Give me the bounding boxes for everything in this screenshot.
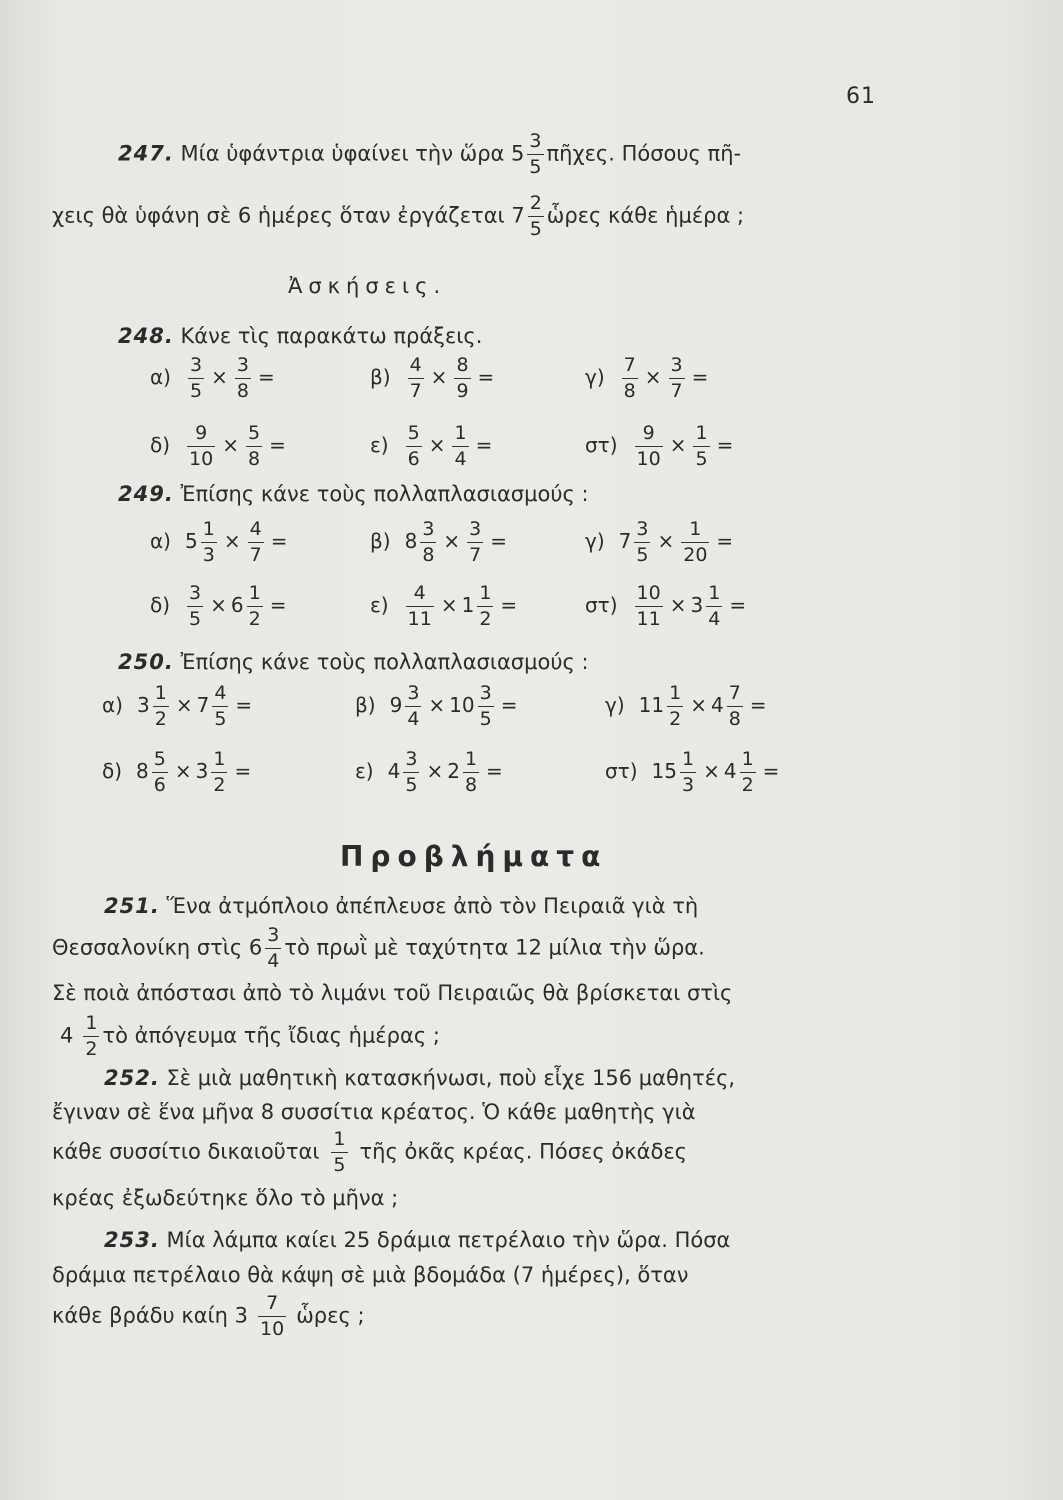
whole-part: 5 (185, 529, 198, 553)
fraction: $\frac{10}{11}$ (636, 582, 661, 630)
exercise-item: β) 9 $\frac{3}{4}$ × 10 $\frac{3}{5}$ = (355, 682, 518, 730)
exercise-item: β) $\frac{4}{7}$ × $\frac{8}{9}$ = (370, 354, 495, 402)
whole-part: 3 (195, 759, 209, 783)
item-label: β) (370, 365, 391, 389)
text: Ἕνα ἀτμόπλοιο ἀπέπλευσε ἀπὸ τὸν Πειραιᾶ γιὰ τὴ (166, 894, 699, 918)
whole-part: 2 (447, 759, 460, 783)
problem-number: 248. (118, 324, 174, 348)
exercise-item: δ) $\frac{9}{10}$ × $\frac{5}{8}$ = (150, 422, 286, 470)
fraction: $\frac{7}{8}$ (728, 682, 741, 730)
item-label: α) (150, 365, 171, 389)
item-label: γ) (585, 365, 605, 389)
text: χεις θὰ ὑφάνη σὲ 6 ἡμέρες ὅταν ἐργάζεται 7 (52, 203, 525, 228)
fraction: $\frac{3}{5}$ (405, 748, 418, 796)
fraction: $\frac{4}{7}$ (409, 354, 422, 402)
problem-251-line-1 (104, 896, 698, 917)
exercise-item: β) 8 $\frac{3}{8}$ × $\frac{3}{7}$ = (370, 518, 508, 566)
fraction: $\frac{4}{11}$ (407, 582, 432, 630)
problem-250-title (118, 652, 589, 673)
problem-number: 253. (104, 1228, 160, 1252)
fraction: $\frac{1}{2}$ (248, 582, 261, 630)
exercise-item: στ) $\frac{9}{10}$ × $\frac{1}{5}$ = (585, 422, 734, 470)
problem-number: 250. (118, 650, 174, 674)
fraction: $\frac{8}{9}$ (456, 354, 469, 402)
fraction: $\frac{5}{6}$ (407, 422, 420, 470)
text: τὸ ἀπόγευμα τῆς ἴδιας ἡμέρας ; (102, 1023, 440, 1048)
fraction: $\frac{3}{8}$ (236, 354, 249, 402)
item-label: δ) (150, 433, 171, 457)
fraction: $\frac{3}{5}$ (189, 582, 202, 630)
whole-part: 4 (387, 759, 401, 783)
fraction: $\frac{3}{4}$ (267, 924, 280, 972)
fraction: $\frac{9}{10}$ (636, 422, 661, 470)
item-label: β) (370, 529, 391, 553)
exercise-item: στ) 15 $\frac{1}{3}$ × 4 $\frac{1}{2}$ = (605, 748, 780, 796)
whole-part: 4 (710, 693, 724, 717)
whole-part: 3 (690, 593, 704, 617)
exercise-item: α) 3 $\frac{1}{2}$ × 7 $\frac{4}{5}$ = (102, 682, 253, 730)
item-label: β) (355, 693, 376, 717)
exercise-item: ε) $\frac{5}{6}$ × $\frac{1}{4}$ = (370, 422, 493, 470)
exercise-item: ε) 4 $\frac{3}{5}$ × 2 $\frac{1}{8}$ = (355, 748, 503, 796)
problem-251-line-4 (60, 1014, 440, 1059)
text: Ἐπίσης κάνε τοὺς πολλαπλασιασμούς : (180, 482, 589, 506)
fraction: $\frac{1}{5}$ (333, 1128, 346, 1176)
text: Μία ὑφάντρια ὑφαίνει τὴν ὥρα 5 (180, 141, 525, 166)
fraction: $\frac{7}{8}$ (623, 354, 636, 402)
problems-title: Προβλήματα (340, 840, 608, 873)
fraction: $\frac{1}{2}$ (479, 582, 492, 630)
fraction: $\frac{1}{4}$ (454, 422, 467, 470)
fraction: $\frac{1}{8}$ (464, 748, 478, 796)
item-label: ε) (355, 759, 374, 783)
text: Ἐπίσης κάνε τοὺς πολλαπλασιασμούς : (180, 650, 589, 674)
whole-part: 6 (230, 593, 244, 617)
exercise-item: γ) $\frac{7}{8}$ × $\frac{3}{7}$ = (585, 354, 709, 402)
fraction: $\frac{1}{2}$ (154, 682, 167, 730)
whole-part: 7 (618, 529, 632, 553)
problem-253-line-2: δράμια πετρέλαιο θὰ κάψη σὲ μιὰ βδομάδα (7 ἡμέρες), ὅταν (52, 1263, 689, 1287)
whole-part: 1 (461, 593, 475, 617)
exercise-item: στ) $\frac{10}{11}$ × 3 $\frac{1}{4}$ = (585, 582, 747, 630)
exercise-item: ε) $\frac{4}{11}$ × 1 $\frac{1}{2}$ = (370, 582, 518, 630)
problem-252-line-2: ἔγιναν σὲ ἕνα μῆνα 8 συσσίτια κρέατος. Ὁ κάθε μαθητὴς γιὰ (52, 1100, 696, 1124)
problem-248-title (118, 326, 482, 347)
text: Κάνε τὶς παρακάτω πράξεις. (180, 324, 483, 348)
problem-number: 247. (118, 141, 174, 166)
item-label: στ) (585, 433, 618, 457)
problem-number: 249. (118, 482, 174, 506)
fraction: $\frac{1}{5}$ (695, 422, 708, 470)
fraction: $\frac{3}{5}$ (190, 354, 203, 402)
text: Μία λάμπα καίει 25 δράμια πετρέλαιο τὴν ὥρα. Πόσα (166, 1228, 731, 1252)
problem-251-line-3: Σὲ ποιὰ ἀπόστασι ἀπὸ τὸ λιμάνι τοῦ Πειραιῶς θὰ βρίσκεται στὶς (52, 981, 733, 1005)
fraction: $\frac{2}{5}$ (529, 192, 542, 240)
whole-part: 15 (651, 759, 677, 783)
fraction: $\frac{5}{8}$ (248, 422, 261, 470)
fraction: $\frac{4}{5}$ (214, 682, 227, 730)
text: κάθε βράδυ καίη 3 (52, 1303, 249, 1328)
fraction: $\frac{3}{7}$ (469, 518, 482, 566)
text: τὸ πρωῒ μὲ ταχύτητα 12 μίλια τὴν ὥρα. (284, 935, 705, 960)
exercise-item: δ) $\frac{3}{5}$ × 6 $\frac{1}{2}$ = (150, 582, 287, 630)
item-label: α) (150, 529, 171, 553)
fraction: $\frac{3}{5}$ (479, 682, 492, 730)
fraction: $\frac{1}{3}$ (202, 518, 215, 566)
fraction: $\frac{4}{7}$ (249, 518, 262, 566)
whole-part: 3 (137, 693, 150, 717)
exercise-item: δ) 8 $\frac{5}{6}$ × 3 $\frac{1}{2}$ = (102, 748, 252, 796)
exercise-item: α) $\frac{3}{5}$ × $\frac{3}{8}$ = (150, 354, 275, 402)
fraction: $\frac{1}{2}$ (213, 748, 226, 796)
fraction: $\frac{1}{3}$ (681, 748, 695, 796)
problem-number: 252. (104, 1066, 160, 1090)
exercise-item: γ) 7 $\frac{3}{5}$ × $\frac{1}{20}$ = (585, 518, 734, 566)
text: τῆς ὀκᾶς κρέας. Πόσες ὀκάδες (359, 1139, 688, 1164)
problem-252-line-3 (52, 1130, 687, 1175)
problem-249-title (118, 484, 589, 505)
fraction: $\frac{1}{4}$ (708, 582, 721, 630)
text: Σὲ μιὰ μαθητικὴ κατασκήνωσι, ποὺ εἶχε 156 μαθητές, (166, 1066, 736, 1090)
text: Θεσσαλονίκη στὶς 6 (52, 935, 263, 960)
text: πῆχες. Πόσους πῆ- (546, 141, 742, 166)
fraction: $\frac{3}{4}$ (407, 682, 420, 730)
exercise-item: α) 5 $\frac{1}{3}$ × $\frac{4}{7}$ = (150, 518, 288, 566)
text: κάθε συσσίτιο δικαιοῦται (52, 1139, 320, 1164)
fraction: $\frac{1}{2}$ (669, 682, 682, 730)
fraction: $\frac{1}{20}$ (683, 518, 708, 566)
item-label: ε) (370, 593, 389, 617)
item-label: α) (102, 693, 123, 717)
fraction: $\frac{5}{6}$ (153, 748, 166, 796)
item-label: γ) (605, 693, 625, 717)
exercises-heading: Ἀσκήσεις. (288, 274, 447, 298)
whole-part: 10 (449, 693, 475, 717)
whole-part: 11 (638, 693, 665, 717)
fraction: $\frac{3}{5}$ (636, 518, 649, 566)
problem-253-line-1 (104, 1230, 730, 1251)
page-number: 61 (846, 84, 876, 109)
problem-247-line-1 (118, 132, 741, 177)
whole-part: 8 (136, 759, 149, 783)
problem-252-line-1 (104, 1068, 735, 1089)
item-label: στ) (585, 593, 618, 617)
item-label: δ) (102, 759, 123, 783)
item-label: δ) (150, 593, 171, 617)
problem-247-line-2 (52, 194, 744, 239)
fraction: $\frac{1}{2}$ (741, 748, 754, 796)
item-label: γ) (585, 529, 605, 553)
text: ὧρες κάθε ἡμέρα ; (546, 203, 745, 228)
problem-252-line-4: κρέας ἐξωδεύτηκε ὅλο τὸ μῆνα ; (52, 1186, 399, 1210)
fraction: $\frac{3}{5}$ (529, 130, 542, 178)
exercise-item: γ) 11 $\frac{1}{2}$ × 4 $\frac{7}{8}$ = (605, 682, 767, 730)
whole-part: 9 (389, 693, 403, 717)
fraction: $\frac{3}{8}$ (422, 518, 435, 566)
whole-part: 7 (196, 693, 210, 717)
item-label: στ) (605, 759, 638, 783)
fraction: $\frac{3}{7}$ (670, 354, 683, 402)
fraction: $\frac{9}{10}$ (189, 422, 214, 470)
whole-part: 4 (723, 759, 737, 783)
text: 4 (60, 1023, 74, 1048)
item-label: ε) (370, 433, 389, 457)
problem-number: 251. (104, 894, 160, 918)
text: ὧρες ; (296, 1303, 365, 1328)
whole-part: 8 (404, 529, 418, 553)
problem-251-line-2 (52, 926, 705, 971)
problem-253-line-3 (52, 1294, 365, 1339)
fraction: $\frac{1}{2}$ (85, 1012, 98, 1060)
fraction: $\frac{7}{10}$ (260, 1292, 285, 1340)
